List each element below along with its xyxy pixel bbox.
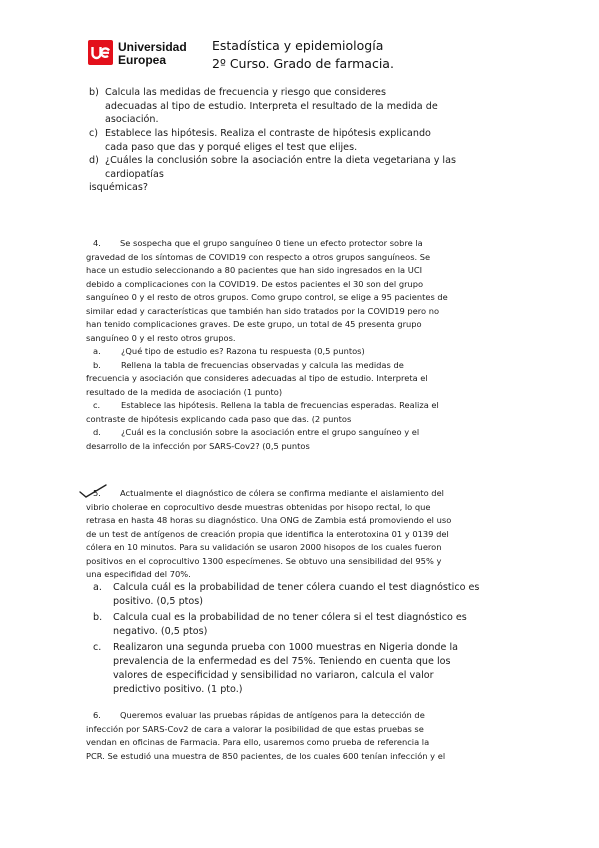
ue-logo-icon [88, 40, 113, 65]
logo-line-1: Universidad [118, 40, 187, 54]
q4-line-5: sanguíneo 0 y el resto de otros grupos. Como grupo control, se elige a 95 pacientes de [86, 292, 448, 302]
q5-item-b-label: b. [93, 612, 103, 623]
q6-line-1: Queremos evaluar las pruebas rápidas de antígenos para la detección de [120, 710, 425, 720]
logo-wordmark [118, 41, 187, 67]
q4-line-6: similar edad y características que también han sido tratados por la COVID19 pero no [86, 305, 440, 316]
q4-item-c-line-2: contraste de hipótesis explicando cada paso que das. (2 puntos [86, 413, 352, 424]
q4-item-d-line-1: ¿Cuál es la conclusión sobre la asociación entre el grupo sanguíneo y el [121, 427, 420, 437]
item-b-line-3: asociación. [105, 114, 159, 125]
q4-line-4: debido a complicaciones con la COVID19. De estos pacientes el 30 son del grupo [86, 278, 424, 289]
q4-line-1: Se sospecha que el grupo sanguíneo 0 tiene un efecto protector sobre la [120, 238, 423, 248]
course-line-1: Estadística y epidemiología [212, 38, 384, 53]
q6-number: 6. [93, 710, 101, 720]
q5-line-2: vibrio cholerae en coprocultivo desde muestras obtenidas por hisopo rectal, lo que [86, 501, 431, 512]
q4-item-c-label: c. [93, 400, 101, 410]
q5-item-b-line-1: Calcula cual es la probabilidad de no tener cólera si el test diagnóstico es [113, 612, 467, 623]
q4-item-c-line-1: Establece las hipótesis. Rellena la tabla de frecuencias esperadas. Realiza el [121, 400, 439, 410]
item-c-line-2: cada paso que das y porqué eliges el test que elijes. [105, 141, 358, 153]
q5-item-c-line-4: predictivo positivo. (1 pto.) [113, 684, 243, 695]
q5-item-b-line-2: negativo. (0,5 ptos) [113, 626, 208, 637]
q5-item-c-line-2: prevalencia de la enfermedad es del 75%. Teniendo en cuenta que los [113, 656, 451, 667]
course-title [212, 37, 394, 73]
q5-item-c-line-3: valores de especificidad y sensibilidad no variaron, calcula el valor [113, 670, 434, 681]
q5-item-a-label: a. [93, 582, 102, 593]
item-d-label: d) [89, 155, 99, 166]
q5-line-5: cólera en 10 minutos. Para su validación se usaron 2000 hisopos de los cuales fueron [86, 542, 442, 552]
item-c-label: c) [89, 128, 99, 139]
q5-item-c-label: c. [93, 642, 102, 653]
q4-item-b-line-3: resultado de la medida de asociación (1 punto) [86, 386, 283, 397]
q4-item-a-line-1: ¿Qué tipo de estudio es? Razona tu respuesta (0,5 puntos) [121, 346, 365, 356]
q5-line-1: Actualmente el diagnóstico de cólera se confirma mediante el aislamiento del [120, 488, 444, 498]
item-d-line-3: isquémicas? [89, 182, 148, 193]
q4-item-b-label: b. [93, 359, 101, 370]
q4-item-d-line-2: desarrollo de la infección por SARS-Cov2? (0,5 puntos [86, 440, 310, 451]
q4-item-b-line-1: Rellena la tabla de frecuencias observadas y calcula las medidas de [121, 359, 404, 370]
q4-line-7: han tenido complicaciones graves. De este grupo, un total de 45 presenta grupo [86, 319, 422, 329]
q5-item-a-line-1: Calcula cuál es la probabilidad de tener cólera cuando el test diagnóstico es [113, 582, 480, 593]
item-b-label: b) [89, 87, 99, 98]
q6-line-4: PCR. Se estudió una muestra de 850 pacientes, de los cuales 600 tenían infección y el [86, 750, 446, 761]
university-logo [88, 40, 198, 70]
q4-line-8: sanguíneo 0 y el resto otros grupos. [86, 332, 236, 343]
q4-item-d-label: d. [93, 427, 101, 437]
q4-line-2: gravedad de los síntomas de COVID19 con respecto a otros grupos sanguíneos. Se [86, 251, 431, 262]
q6-line-3: vendan en oficinas de Farmacia. Para ello, usaremos como prueba de referencia la [86, 737, 430, 747]
q5-item-c-line-1: Realizaron una segunda prueba con 1000 muestras en Nigeria donde la [113, 642, 459, 653]
q4-item-b-line-2: frecuencia y asociación que consideres adecuadas al tipo de estudio. Interpreta el [86, 373, 428, 383]
item-d-line-2: cardiopatías [105, 168, 164, 180]
course-line-2: 2º Curso. Grado de farmacia. [212, 56, 394, 71]
q5-line-7: una especifidad del 70%. [86, 569, 191, 579]
q6-line-2: infección por SARS-Cov2 de cara a valorar la posibilidad de que estas pruebas se [86, 723, 424, 734]
q4-number: 4. [93, 238, 101, 248]
item-d-line-1: ¿Cuáles la conclusión sobre la asociación entre la dieta vegetariana y las [105, 155, 456, 166]
q5-line-4: de un test de antígenos de creación propia que identifica la enterotoxina 01 y 0139 del [86, 528, 449, 539]
q4-item-a-label: a. [93, 346, 101, 356]
q5-line-6: positivos en el coprocultivo 1300 especímenes. Se obtuvo una sensibilidad del 95% y [86, 555, 442, 566]
item-b-line-2: adecuadas al tipo de estudio. Interpreta el resultado de la medida de [105, 100, 438, 112]
q5-line-3: retrasa en hasta 48 horas su diagnóstico. Una ONG de Zambia está promoviendo el uso [86, 515, 452, 525]
logo-line-2: Europea [118, 53, 167, 67]
q4-line-3: hace un estudio seleccionando a 80 pacientes que han sido ingresados en la UCI [86, 265, 423, 275]
item-c-line-1: Establece las hipótesis. Realiza el contraste de hipótesis explicando [105, 128, 431, 139]
q5-item-a-line-2: positivo. (0,5 ptos) [113, 596, 204, 607]
q5-number: 5. [93, 488, 101, 498]
item-b-line-1: Calcula las medidas de frecuencia y riesgo que consideres [105, 87, 386, 98]
